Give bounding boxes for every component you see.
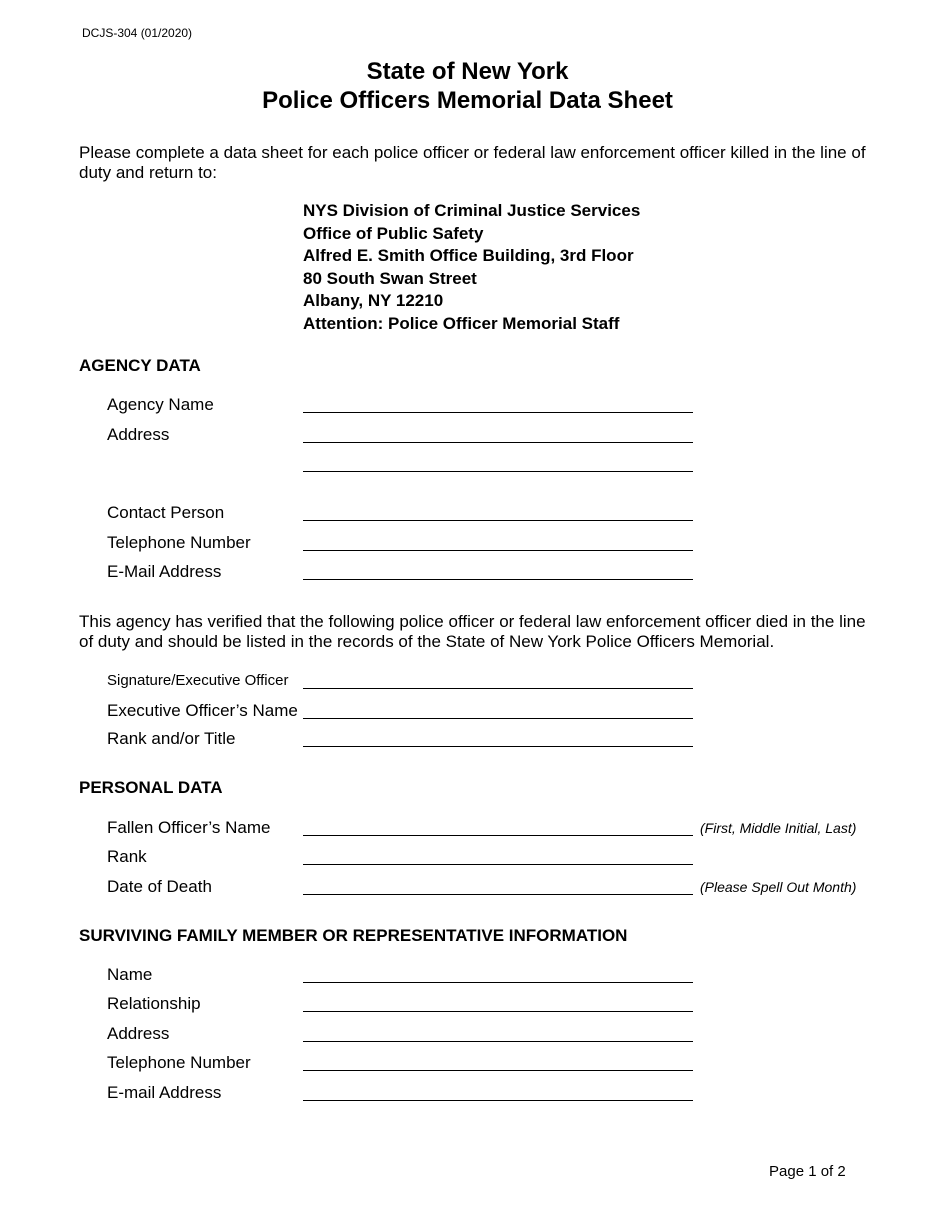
- relationship-field[interactable]: [303, 1011, 693, 1012]
- fallen-officer-name-field[interactable]: [303, 835, 693, 836]
- page-number: Page 1 of 2: [769, 1163, 846, 1180]
- agency-address-label: Address: [107, 425, 170, 444]
- family-name-field[interactable]: [303, 982, 693, 983]
- executive-name-field[interactable]: [303, 718, 693, 719]
- signature-field[interactable]: [303, 688, 693, 689]
- agency-email-field[interactable]: [303, 579, 693, 580]
- family-heading: SURVIVING FAMILY MEMBER OR REPRESENTATIVE INFORMATION: [79, 926, 628, 945]
- return-address: [303, 200, 640, 336]
- verification-text: This agency has verified that the following police officer or federal law enforcement officer died in the line of duty and should be listed in the records of the State of New York Police Officers Memorial.: [79, 612, 866, 651]
- family-email-label: E-mail Address: [107, 1083, 222, 1102]
- date-note: (Please Spell Out Month): [700, 879, 857, 895]
- relationship-label: Relationship: [107, 994, 201, 1013]
- rank-field[interactable]: [303, 864, 693, 865]
- fallen-name-note: (First, Middle Initial, Last): [700, 820, 857, 836]
- family-name-label: Name: [107, 965, 153, 984]
- address-line: 80 South Swan Street: [303, 268, 477, 288]
- agency-name-label: Agency Name: [107, 395, 214, 414]
- address-line: Alfred E. Smith Office Building, 3rd Floor: [303, 246, 634, 266]
- agency-address-field-2[interactable]: [303, 471, 693, 472]
- family-email-field[interactable]: [303, 1100, 693, 1101]
- intro-text: Please complete a data sheet for each police officer or federal law enforcement officer killed in the line of duty and return to:: [79, 143, 866, 182]
- rank-title-label: Rank and/or Title: [107, 729, 236, 748]
- date-of-death-field[interactable]: [303, 894, 693, 895]
- contact-person-label: Contact Person: [107, 503, 225, 522]
- date-of-death-label: Date of Death: [107, 877, 212, 896]
- agency-name-field[interactable]: [303, 412, 693, 413]
- family-address-label: Address: [107, 1024, 170, 1043]
- rank-label: Rank: [107, 847, 147, 866]
- agency-address-field[interactable]: [303, 442, 693, 443]
- address-line: Attention: Police Officer Memorial Staff: [303, 313, 620, 333]
- fallen-officer-name-label: Fallen Officer’s Name: [107, 818, 271, 837]
- page-title: State of New York: [366, 58, 569, 85]
- personal-data-heading: PERSONAL DATA: [79, 778, 223, 797]
- agency-telephone-label: Telephone Number: [107, 533, 251, 552]
- family-address-field[interactable]: [303, 1041, 693, 1042]
- family-telephone-label: Telephone Number: [107, 1053, 251, 1072]
- address-line: Albany, NY 12210: [303, 291, 444, 311]
- agency-data-heading: AGENCY DATA: [79, 356, 201, 375]
- agency-email-label: E-Mail Address: [107, 562, 222, 581]
- signature-label: Signature/Executive Officer: [107, 672, 289, 689]
- address-line: Office of Public Safety: [303, 223, 484, 243]
- form-id: DCJS-304 (01/2020): [82, 26, 193, 40]
- rank-title-field[interactable]: [303, 746, 693, 747]
- executive-name-label: Executive Officer’s Name: [107, 701, 298, 720]
- page-subtitle: Police Officers Memorial Data Sheet: [262, 87, 673, 114]
- address-line: NYS Division of Criminal Justice Services: [303, 201, 641, 220]
- contact-person-field[interactable]: [303, 520, 693, 521]
- family-telephone-field[interactable]: [303, 1070, 693, 1071]
- agency-telephone-field[interactable]: [303, 550, 693, 551]
